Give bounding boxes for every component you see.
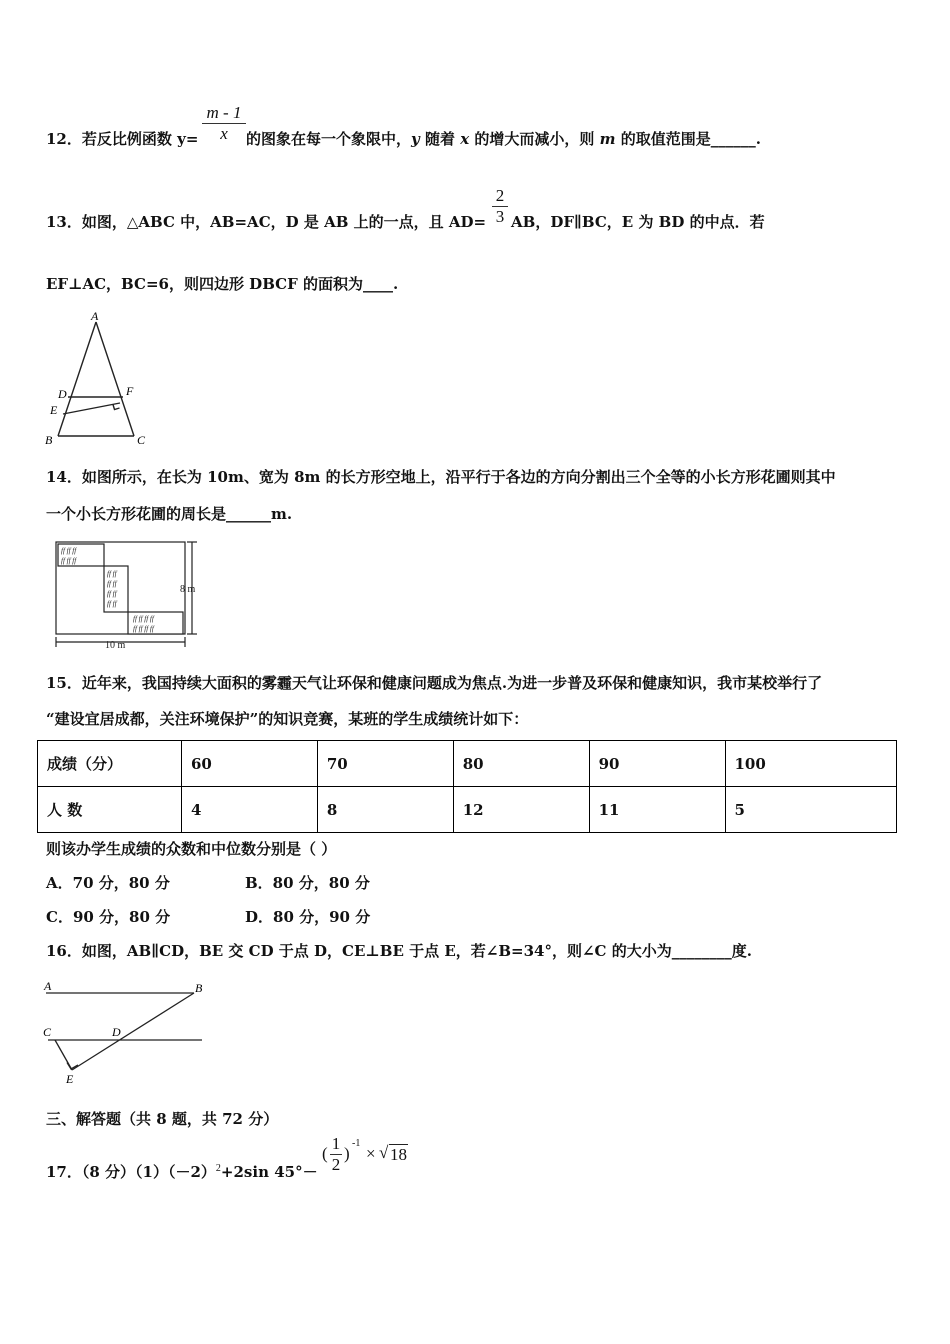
table-cell: 11 bbox=[589, 787, 725, 833]
q14-line1: 14．如图所示，在长为 10m、宽为 8m 的长方形空地上，沿平行于各边的方向分割出三个全等的小长方形花圃则其中 bbox=[46, 468, 836, 486]
table-cell: 8 bbox=[317, 787, 453, 833]
q12-frac-numerator: m - 1 bbox=[206, 103, 242, 122]
exponent: 2 bbox=[215, 1163, 221, 1174]
height-label: 8 m bbox=[180, 584, 196, 595]
q13-fraction bbox=[492, 186, 508, 227]
q12-line: 12．若反比例函数 y= bbox=[46, 130, 199, 148]
fig-label-e: E bbox=[66, 1072, 74, 1086]
q15-line1: 15．近年来，我国持续大面积的雾霾天气让环保和健康问题成为焦点.为进一步普及环保和健康知识，我市某校举行了 bbox=[46, 674, 823, 692]
times-sign: × bbox=[366, 1144, 376, 1163]
table-cell: 5 bbox=[725, 787, 897, 833]
table-cell: 70 bbox=[317, 741, 453, 787]
option-b: B．80 分，80 分 bbox=[245, 874, 370, 892]
q13-frac-denominator: 3 bbox=[495, 207, 505, 226]
q13-frac-numerator: 2 bbox=[495, 186, 505, 205]
q12-tail: 的图象在每一个象限中，y 随着 x 的增大而减小，则 m 的取值范围是______. bbox=[246, 130, 761, 148]
table-cell: 12 bbox=[453, 787, 589, 833]
svg-text:ff ff ff ff: ff ff ff ff bbox=[133, 625, 154, 633]
exponent: -1 bbox=[352, 1138, 361, 1149]
q12-frac-denominator: x bbox=[220, 124, 228, 143]
svg-text:ff ff ff: ff ff ff bbox=[61, 557, 77, 565]
paren-open: ( bbox=[322, 1144, 328, 1163]
option-a: A．70 分，80 分 bbox=[46, 874, 170, 892]
svg-text:ff ff: ff ff bbox=[107, 600, 117, 608]
table-cell: 4 bbox=[182, 787, 318, 833]
section-heading: 三、解答题（共 8 题，共 72 分） bbox=[46, 1110, 279, 1128]
table-cell: 90 bbox=[589, 741, 725, 787]
paren-close: ) bbox=[344, 1144, 350, 1163]
fig-label-a: A bbox=[44, 979, 52, 993]
svg-text:ff ff: ff ff bbox=[107, 590, 117, 598]
q13-triangle-figure bbox=[40, 308, 160, 448]
fig-label-d: D bbox=[58, 387, 67, 401]
q17-fraction bbox=[330, 1134, 342, 1175]
q16-line: 16．如图，AB∥CD，BE 交 CD 于点 D，CE⊥BE 于点 E，若∠B=34°，则∠C 的大小为________度. bbox=[46, 942, 752, 960]
q12-fraction bbox=[202, 103, 246, 144]
sqrt-argument: 18 bbox=[390, 1145, 407, 1164]
fig-label-f: F bbox=[126, 384, 134, 398]
q14-rectangle-figure bbox=[48, 536, 208, 654]
q17-frac-numerator: 1 bbox=[331, 1134, 341, 1153]
option-c: C．90 分，80 分 bbox=[46, 908, 171, 926]
q15-question: 则该办学生成绩的众数和中位数分别是（ ） bbox=[46, 840, 337, 858]
table-cell: 成绩（分） bbox=[38, 741, 182, 787]
q17-frac-denominator: 2 bbox=[331, 1155, 341, 1174]
fig-label-b: B bbox=[45, 433, 53, 447]
q14-line2: 一个小长方形花圃的周长是______m. bbox=[46, 505, 293, 523]
score-table bbox=[37, 740, 897, 833]
table-cell: 100 bbox=[725, 741, 897, 787]
table-cell: 人 数 bbox=[38, 787, 182, 833]
q13-line1-tail: AB，DF∥BC，E 为 BD 的中点．若 bbox=[511, 213, 765, 231]
q17-line: 17．（8 分）$(1)(-2)^2+2\sin$ 45°－ bbox=[46, 1163, 318, 1181]
fig-label-b: B bbox=[195, 981, 203, 995]
svg-text:ff ff ff: ff ff ff bbox=[61, 547, 77, 555]
fig-label-c: C bbox=[43, 1025, 52, 1039]
fig-label-a: A bbox=[91, 309, 99, 323]
table-row bbox=[38, 787, 897, 833]
fig-label-d: D bbox=[112, 1025, 121, 1039]
svg-text:ff ff: ff ff bbox=[107, 570, 117, 578]
q15-line2: “建设宜居成都，关注环境保护”的知识竞赛，某班的学生成绩统计如下： bbox=[46, 710, 529, 728]
q13-line2: EF⊥AC，BC=6，则四边形 DBCF 的面积为____. bbox=[46, 275, 399, 293]
svg-text:ff ff ff ff: ff ff ff ff bbox=[133, 615, 154, 623]
q16-parallel-lines-figure bbox=[40, 976, 215, 1088]
table-row bbox=[38, 741, 897, 787]
fig-label-e: E bbox=[50, 403, 58, 417]
q13-line1: 13．如图，△ABC 中，AB=AC，D 是 AB 上的一点，且 AD= bbox=[46, 213, 487, 231]
table-cell: 60 bbox=[182, 741, 318, 787]
width-label: 10 m bbox=[105, 640, 126, 651]
fig-label-c: C bbox=[137, 433, 146, 447]
sqrt-icon: √ bbox=[379, 1143, 389, 1162]
svg-text:ff ff: ff ff bbox=[107, 580, 117, 588]
table-cell: 80 bbox=[453, 741, 589, 787]
option-d: D．80 分，90 分 bbox=[245, 908, 371, 926]
